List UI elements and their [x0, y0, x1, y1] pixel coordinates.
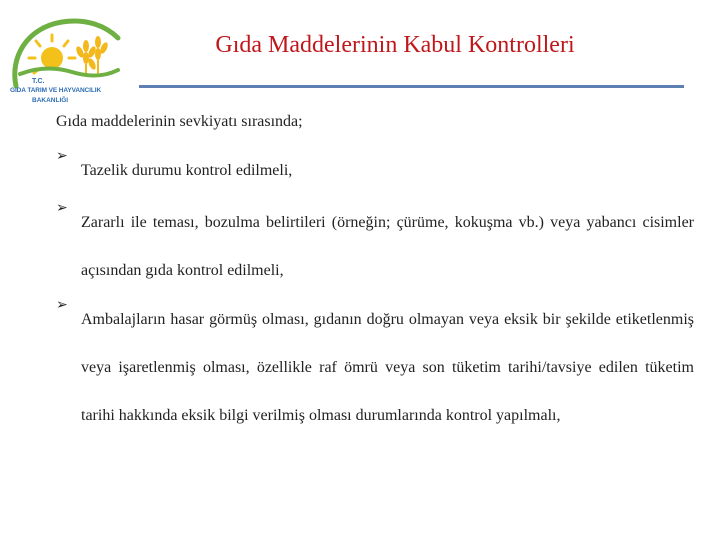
- list-item: [56, 296, 694, 440]
- list-item-text: Ambalajların hasar görmüş olması, gıdanın doğru olmayan veya eksik bir şekilde etiketlenmiş veya işaretlenmiş olması, özellikle raf ömrü veya son tüketim tarihi/tavsiye edilen tüketim tarihi hakkında eksik bilgi verilmiş olması durumlarında kontrol yapılmalı,: [81, 311, 694, 424]
- arrowhead-bullet-icon: ➢: [56, 200, 68, 216]
- page-title: Gıda Maddelerinin Kabul Kontrolleri: [215, 32, 575, 58]
- logo-tc-text: T.C.: [32, 78, 45, 85]
- ministry-logo: [6, 8, 140, 118]
- intro-text: Gıda maddelerinin sevkiyatı sırasında;: [56, 113, 303, 130]
- logo-ministry-line-1: GIDA TARIM VE HAYVANCILIK: [10, 87, 102, 94]
- arrowhead-bullet-icon: ➢: [56, 148, 68, 164]
- list-item-text: Tazelik durumu kontrol edilmeli,: [81, 162, 293, 179]
- arrowhead-bullet-icon: ➢: [56, 297, 68, 313]
- list-item: [56, 147, 694, 195]
- list-item: [56, 199, 694, 295]
- list-item-text: Zararlı ile teması, bozulma belirtileri (örneğin; çürüme, kokuşma vb.) veya yabancı cisimler açısından gıda kontrol edilmeli,: [81, 214, 694, 279]
- logo-ministry-line-2: BAKANLIĞI: [32, 97, 69, 104]
- title-divider: [139, 85, 684, 88]
